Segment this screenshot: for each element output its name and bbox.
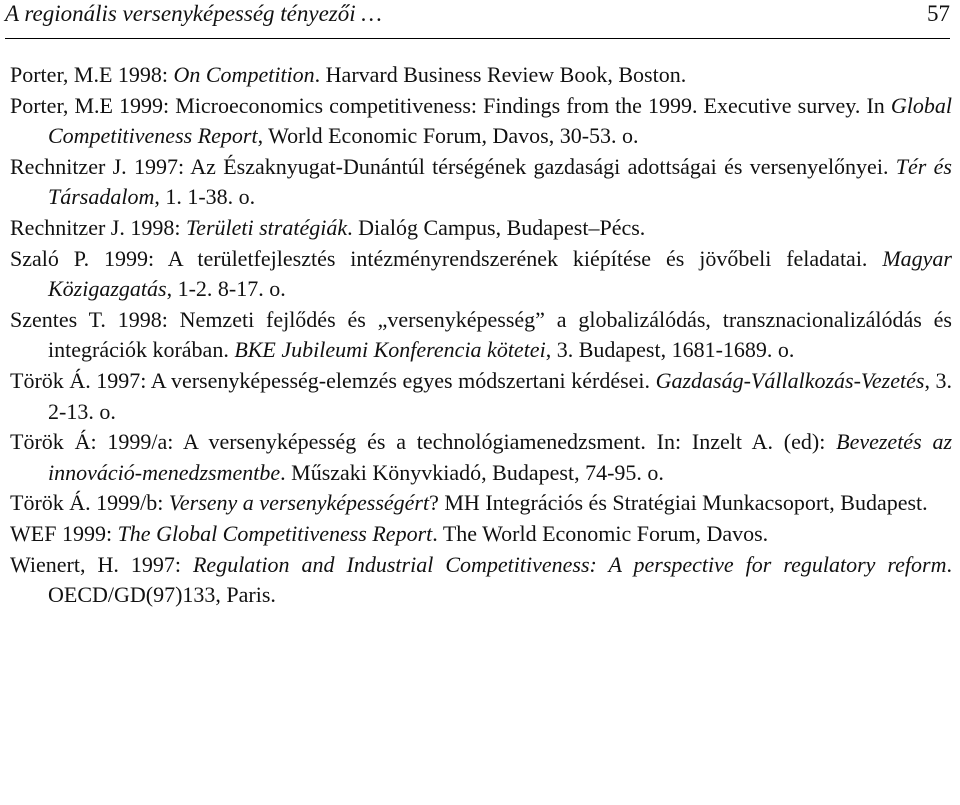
- page-header: [5, 0, 950, 39]
- reference-title-italic: Verseny a versenyképességért: [168, 490, 430, 516]
- reference-title-italic: Tér és Társadalom: [48, 153, 952, 210]
- reference-text: WEF 1999:: [10, 520, 118, 546]
- reference-title-italic: Területi stratégiák: [185, 214, 348, 240]
- reference-text: . Dialóg Campus, Budapest–Pécs.: [347, 214, 646, 240]
- reference-text: ? MH Integrációs és Stratégiai Munkacsoport, Budapest.: [429, 490, 928, 516]
- reference-text: , 1-2. 8-17. o.: [166, 276, 286, 302]
- reference-text: Szentes T. 1998: Nemzeti fejlődés és „versenyképesség” a globalizálódás, transznacionalizálódás és integrációk korában.: [10, 306, 952, 363]
- reference-title-italic: BKE Jubileumi Konferencia kötetei: [234, 337, 546, 363]
- reference-entry: [10, 366, 952, 427]
- reference-entry: [10, 488, 952, 519]
- reference-list: [10, 60, 952, 611]
- running-title: A regionális versenyképesség tényezői …: [5, 1, 382, 26]
- reference-entry: [10, 91, 952, 152]
- reference-title-italic: On Competition: [173, 62, 315, 87]
- reference-text: . Harvard Business Review Book, Boston.: [314, 62, 687, 87]
- reference-title-italic: Regulation and Industrial Competitiveness: A perspective for regulatory reform: [192, 551, 947, 577]
- reference-text: , 3. Budapest, 1681-1689. o.: [545, 337, 795, 363]
- reference-title-italic: Magyar Közigazgatás: [48, 245, 952, 302]
- reference-text: , 3. 2-13. o.: [48, 367, 952, 424]
- reference-title-italic: Bevezetés az innováció-menedzsmentbe: [48, 429, 953, 485]
- reference-text: Rechnitzer J. 1997: Az Északnyugat-Dunántúl térségének gazdasági adottságai és versenyelőnyei.: [10, 153, 896, 179]
- reference-text: . Műszaki Könyvkiadó, Budapest, 74-95. o.: [280, 459, 664, 485]
- reference-text: Wienert, H. 1997:: [10, 551, 193, 577]
- reference-title-italic: Global Competitiveness Report: [48, 92, 952, 149]
- reference-text: Török Á. 1997: A versenyképesség-elemzés egyes módszertani kérdései.: [10, 367, 656, 393]
- reference-entry: [10, 152, 952, 213]
- reference-text: , World Economic Forum, Davos, 30-53. o.: [257, 123, 639, 149]
- reference-entry: [10, 305, 952, 366]
- reference-text: Porter, M.E 1999: Microeconomics competitiveness: Findings from the 1999. Executive survey. In: [10, 92, 891, 118]
- reference-entry: [10, 213, 952, 244]
- reference-text: Török Á: 1999/a: A versenyképesség és a technológiamenedzsment. In: Inzelt A. (ed):: [10, 429, 837, 455]
- page-number: 57: [927, 1, 950, 26]
- reference-text: Szaló P. 1999: A területfejlesztés intézményrendszerének kiépítése és jövőbeli feladatai.: [10, 245, 883, 271]
- reference-entry: [10, 550, 952, 611]
- reference-entry: [10, 427, 952, 488]
- reference-text: , 1. 1-38. o.: [154, 184, 256, 210]
- reference-text: . OECD/GD(97)133, Paris.: [48, 551, 952, 608]
- reference-entry: [10, 519, 952, 550]
- reference-entry: [10, 244, 952, 305]
- reference-title-italic: The Global Competitiveness Report: [117, 520, 433, 546]
- reference-text: Török Á. 1999/b:: [10, 490, 169, 516]
- reference-text: . The World Economic Forum, Davos.: [432, 520, 769, 546]
- reference-text: Porter, M.E 1998:: [10, 62, 174, 87]
- reference-entry: [10, 60, 952, 91]
- reference-text: Rechnitzer J. 1998:: [10, 214, 186, 240]
- reference-title-italic: Gazdaság-Vállalkozás-Vezetés: [655, 367, 925, 393]
